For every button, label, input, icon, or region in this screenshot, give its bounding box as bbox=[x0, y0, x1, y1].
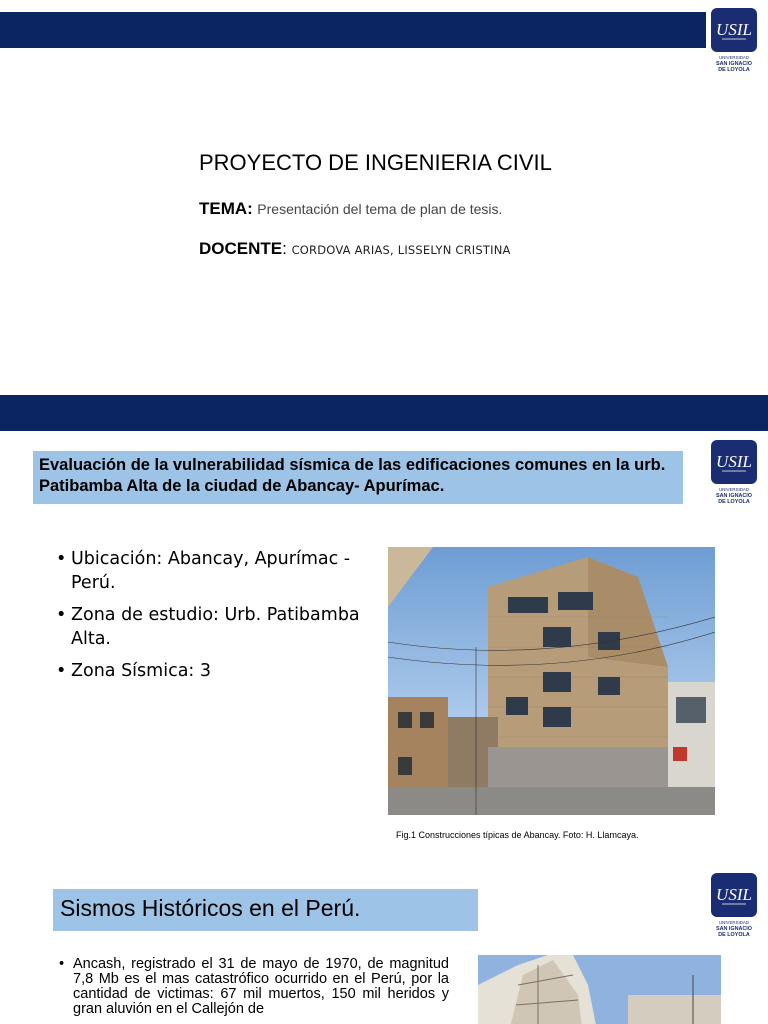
bullet-zona-estudio: • Zona de estudio: Urb. Patibamba Alta. bbox=[56, 603, 386, 651]
bullet-ubicacion: • Ubicación: Abancay, Apurímac -Perú. bbox=[56, 547, 386, 595]
project-title: PROYECTO DE INGENIERIA CIVIL bbox=[199, 150, 552, 175]
usil-logo-wordmark: UNIVERSIDAD SAN IGNACIO DE LOYOLA bbox=[716, 920, 752, 938]
tema-value: Presentación del tema de plan de tesis. bbox=[257, 201, 503, 217]
docente-label: DOCENTE bbox=[199, 239, 283, 258]
building-photo bbox=[388, 547, 715, 815]
photo-caption: Fig.1 Construcciones típicas de Abancay. Foto: H. Llamcaya. bbox=[396, 830, 639, 840]
section-title-box bbox=[53, 889, 478, 931]
study-info-list bbox=[56, 547, 386, 691]
usil-logo-mark bbox=[711, 8, 757, 52]
svg-text:USIL: USIL bbox=[716, 20, 752, 39]
slide-historic-earthquakes bbox=[0, 865, 768, 1024]
thesis-title: Evaluación de la vulnerabilidad sísmica de las edificaciones comunes en la urb. Patibamba Alta de la ciudad de Abancay- Apurímac. bbox=[33, 451, 683, 504]
usil-monogram-icon bbox=[716, 880, 752, 910]
section-title: Sismos Históricos en el Perú. bbox=[60, 895, 361, 921]
svg-text:USIL: USIL bbox=[716, 885, 752, 904]
slide-thesis-topic bbox=[0, 393, 768, 865]
earthquake-photo bbox=[478, 955, 721, 1024]
usil-logo bbox=[708, 8, 760, 73]
header-band bbox=[0, 395, 768, 431]
slide-project-cover bbox=[0, 0, 768, 393]
docente-value: CORDOVA ARIAS, LISSELYN CRISTINA bbox=[291, 243, 511, 257]
usil-logo-wordmark: UNIVERSIDAD SAN IGNACIO DE LOYOLA bbox=[716, 487, 752, 505]
usil-logo-mark bbox=[711, 873, 757, 917]
tema-label: TEMA: bbox=[199, 199, 253, 218]
header-band bbox=[0, 12, 706, 48]
earthquake-paragraph: Ancash, registrado el 31 de mayo de 1970, de magnitud 7,8 Mb es el mas catastrófico ocurrido en el Perú, por la cantidad de victimas: 67 mil muertos, 150 mil heridos y gran aluvión en el Callejón de bbox=[73, 956, 449, 1017]
usil-logo bbox=[708, 873, 760, 938]
earthquake-bullet bbox=[59, 957, 449, 1017]
usil-monogram-icon bbox=[716, 447, 752, 477]
svg-text:USIL: USIL bbox=[716, 452, 752, 471]
usil-logo-wordmark: UNIVERSIDAD SAN IGNACIO DE LOYOLA bbox=[716, 55, 752, 73]
usil-monogram-icon bbox=[716, 15, 752, 45]
docente-colon: : bbox=[282, 239, 292, 258]
bullet-marker: • bbox=[59, 956, 65, 972]
bullet-zona-sismica: • Zona Sísmica: 3 bbox=[56, 659, 386, 683]
usil-logo bbox=[708, 440, 760, 505]
docente-line bbox=[199, 239, 511, 259]
usil-logo-mark bbox=[711, 440, 757, 484]
tema-line bbox=[199, 199, 502, 219]
